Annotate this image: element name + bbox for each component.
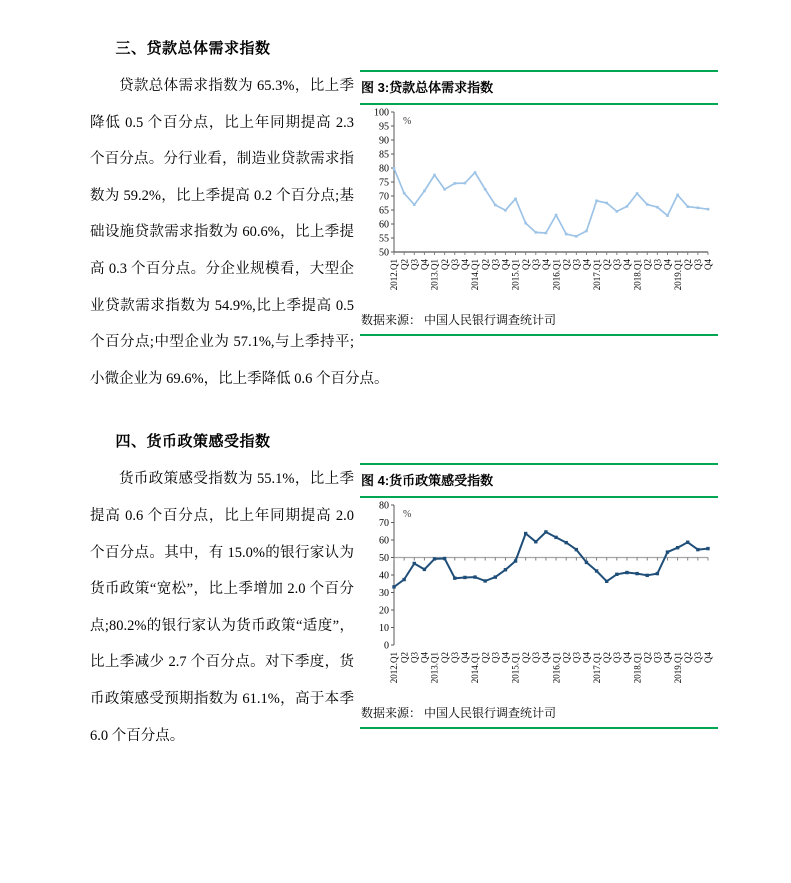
svg-text:%: %: [403, 509, 412, 521]
svg-text:80: 80: [379, 163, 389, 175]
svg-text:60: 60: [379, 535, 389, 547]
svg-text:Q2: Q2: [642, 259, 653, 270]
svg-text:Q4: Q4: [581, 259, 592, 270]
svg-text:Q2: Q2: [480, 259, 491, 270]
svg-text:Q3: Q3: [409, 259, 420, 270]
svg-text:Q4: Q4: [500, 259, 511, 270]
svg-text:Q3: Q3: [693, 652, 704, 664]
figure-4-title: 图 4:货币政策感受指数: [360, 465, 718, 498]
svg-text:85: 85: [379, 149, 389, 161]
section-4-body: 货币政策感受指数为 55.1%，比上季提高 0.6 个百分点，比上年同期提高 2.0 个百分点。其中，有 15.0%的银行家认为货币政策“宽松”，比上季增加 2.0 个百分点;80.2%的银行家认为货币政策“适度”，比上季减少 2.7 个百分点。对下季度，货币政策感受预期指数为 61.1%，高于本季 6.0 个百分点。: [90, 471, 354, 744]
svg-text:Q3: Q3: [571, 652, 582, 664]
svg-text:75: 75: [379, 177, 389, 189]
figure-4-source: 数据来源： 中国人民银行调查统计司: [360, 703, 718, 729]
monetary-policy-chart: [360, 499, 716, 703]
svg-text:Q2: Q2: [439, 652, 450, 664]
svg-text:Q4: Q4: [662, 259, 673, 270]
svg-text:2018.Q1: 2018.Q1: [632, 652, 643, 684]
svg-text:Q2: Q2: [480, 652, 491, 664]
figure-4: [360, 463, 718, 729]
loan-demand-chart: [360, 106, 716, 310]
svg-text:Q3: Q3: [490, 652, 501, 664]
svg-text:Q4: Q4: [703, 259, 714, 270]
svg-text:Q4: Q4: [500, 652, 511, 664]
svg-text:Q2: Q2: [601, 259, 612, 270]
svg-text:50: 50: [379, 553, 389, 565]
svg-text:55: 55: [379, 233, 389, 245]
svg-text:2012.Q1: 2012.Q1: [389, 652, 400, 684]
svg-text:70: 70: [379, 191, 389, 203]
svg-text:40: 40: [379, 570, 389, 582]
svg-text:Q3: Q3: [612, 652, 623, 664]
svg-text:Q4: Q4: [419, 259, 430, 270]
svg-text:Q3: Q3: [531, 652, 542, 664]
svg-text:Q3: Q3: [531, 259, 542, 270]
svg-text:2013.Q1: 2013.Q1: [429, 652, 440, 684]
svg-text:Q3: Q3: [490, 259, 501, 270]
section-3-heading: 三、贷款总体需求指数: [115, 40, 271, 57]
svg-text:Q2: Q2: [561, 652, 572, 664]
svg-text:2015.Q1: 2015.Q1: [510, 259, 521, 291]
svg-text:0: 0: [384, 640, 389, 652]
svg-text:30: 30: [379, 588, 389, 600]
svg-text:Q4: Q4: [662, 652, 673, 664]
svg-text:10: 10: [379, 623, 389, 635]
svg-text:Q2: Q2: [520, 652, 531, 664]
svg-text:Q2: Q2: [520, 259, 531, 270]
svg-text:Q3: Q3: [612, 259, 623, 270]
svg-text:2016.Q1: 2016.Q1: [551, 259, 562, 291]
svg-text:95: 95: [379, 121, 389, 133]
svg-text:2017.Q1: 2017.Q1: [591, 652, 602, 684]
svg-text:%: %: [403, 116, 412, 127]
figure-3-title: 图 3:贷款总体需求指数: [360, 72, 718, 105]
svg-text:Q2: Q2: [561, 259, 572, 270]
svg-text:Q4: Q4: [460, 259, 471, 270]
svg-text:Q4: Q4: [419, 652, 430, 664]
svg-text:Q2: Q2: [399, 259, 410, 270]
svg-text:Q4: Q4: [622, 652, 633, 664]
section-monetary-policy: [90, 431, 718, 754]
svg-text:Q3: Q3: [652, 652, 663, 664]
svg-text:Q2: Q2: [642, 652, 653, 664]
svg-text:Q3: Q3: [409, 652, 420, 664]
section-4-heading: 四、货币政策感受指数: [115, 433, 271, 451]
section-3-body: 贷款总体需求指数为 65.3%，比上季降低 0.5 个百分点，比上年同期提高 2.3 个百分点。分行业看，制造业贷款需求指数为 59.2%，比上季提高 0.2 个百分点;基础设施贷款需求指数为 60.6%，比上季提高 0.3 个百分点。分企业规模看，大型企业贷款需求指数为 54.9%,比上季提高 0.5 个百分点;中型企业为 57.1%,与上季持平;小微企业为 69.6%，比上季降低 0.6 个百分点。: [90, 78, 389, 387]
svg-text:100: 100: [374, 107, 389, 119]
svg-text:Q4: Q4: [703, 652, 714, 664]
svg-text:2015.Q1: 2015.Q1: [510, 652, 521, 684]
svg-text:Q4: Q4: [581, 652, 592, 664]
svg-text:90: 90: [379, 135, 389, 147]
figure-3-source: 数据来源： 中国人民银行调查统计司: [360, 310, 718, 336]
section-loan-demand: [90, 38, 718, 397]
svg-text:2014.Q1: 2014.Q1: [470, 652, 481, 684]
svg-text:2019.Q1: 2019.Q1: [672, 259, 683, 291]
svg-text:60: 60: [379, 219, 389, 231]
figure-3: [360, 70, 718, 336]
svg-text:Q2: Q2: [601, 652, 612, 664]
svg-text:2013.Q1: 2013.Q1: [429, 259, 440, 291]
svg-text:65: 65: [379, 205, 389, 217]
svg-text:Q3: Q3: [652, 259, 663, 270]
svg-text:2012.Q1: 2012.Q1: [389, 259, 400, 291]
svg-text:2018.Q1: 2018.Q1: [632, 259, 643, 291]
svg-text:Q4: Q4: [541, 652, 552, 664]
svg-text:Q3: Q3: [693, 259, 704, 270]
svg-text:Q4: Q4: [541, 259, 552, 270]
svg-text:Q2: Q2: [682, 652, 693, 664]
svg-text:Q2: Q2: [439, 259, 450, 270]
svg-text:Q2: Q2: [399, 652, 410, 664]
svg-text:2017.Q1: 2017.Q1: [591, 259, 602, 291]
svg-text:70: 70: [379, 518, 389, 530]
svg-text:2016.Q1: 2016.Q1: [551, 652, 562, 684]
svg-text:50: 50: [379, 247, 389, 259]
svg-text:2014.Q1: 2014.Q1: [470, 259, 481, 291]
svg-text:Q3: Q3: [571, 259, 582, 270]
svg-text:2019.Q1: 2019.Q1: [672, 652, 683, 684]
svg-text:80: 80: [379, 500, 389, 512]
svg-text:Q3: Q3: [449, 652, 460, 664]
svg-text:Q4: Q4: [460, 652, 471, 664]
svg-text:Q3: Q3: [449, 259, 460, 270]
svg-text:Q4: Q4: [622, 259, 633, 270]
svg-text:Q2: Q2: [682, 259, 693, 270]
svg-text:20: 20: [379, 605, 389, 617]
